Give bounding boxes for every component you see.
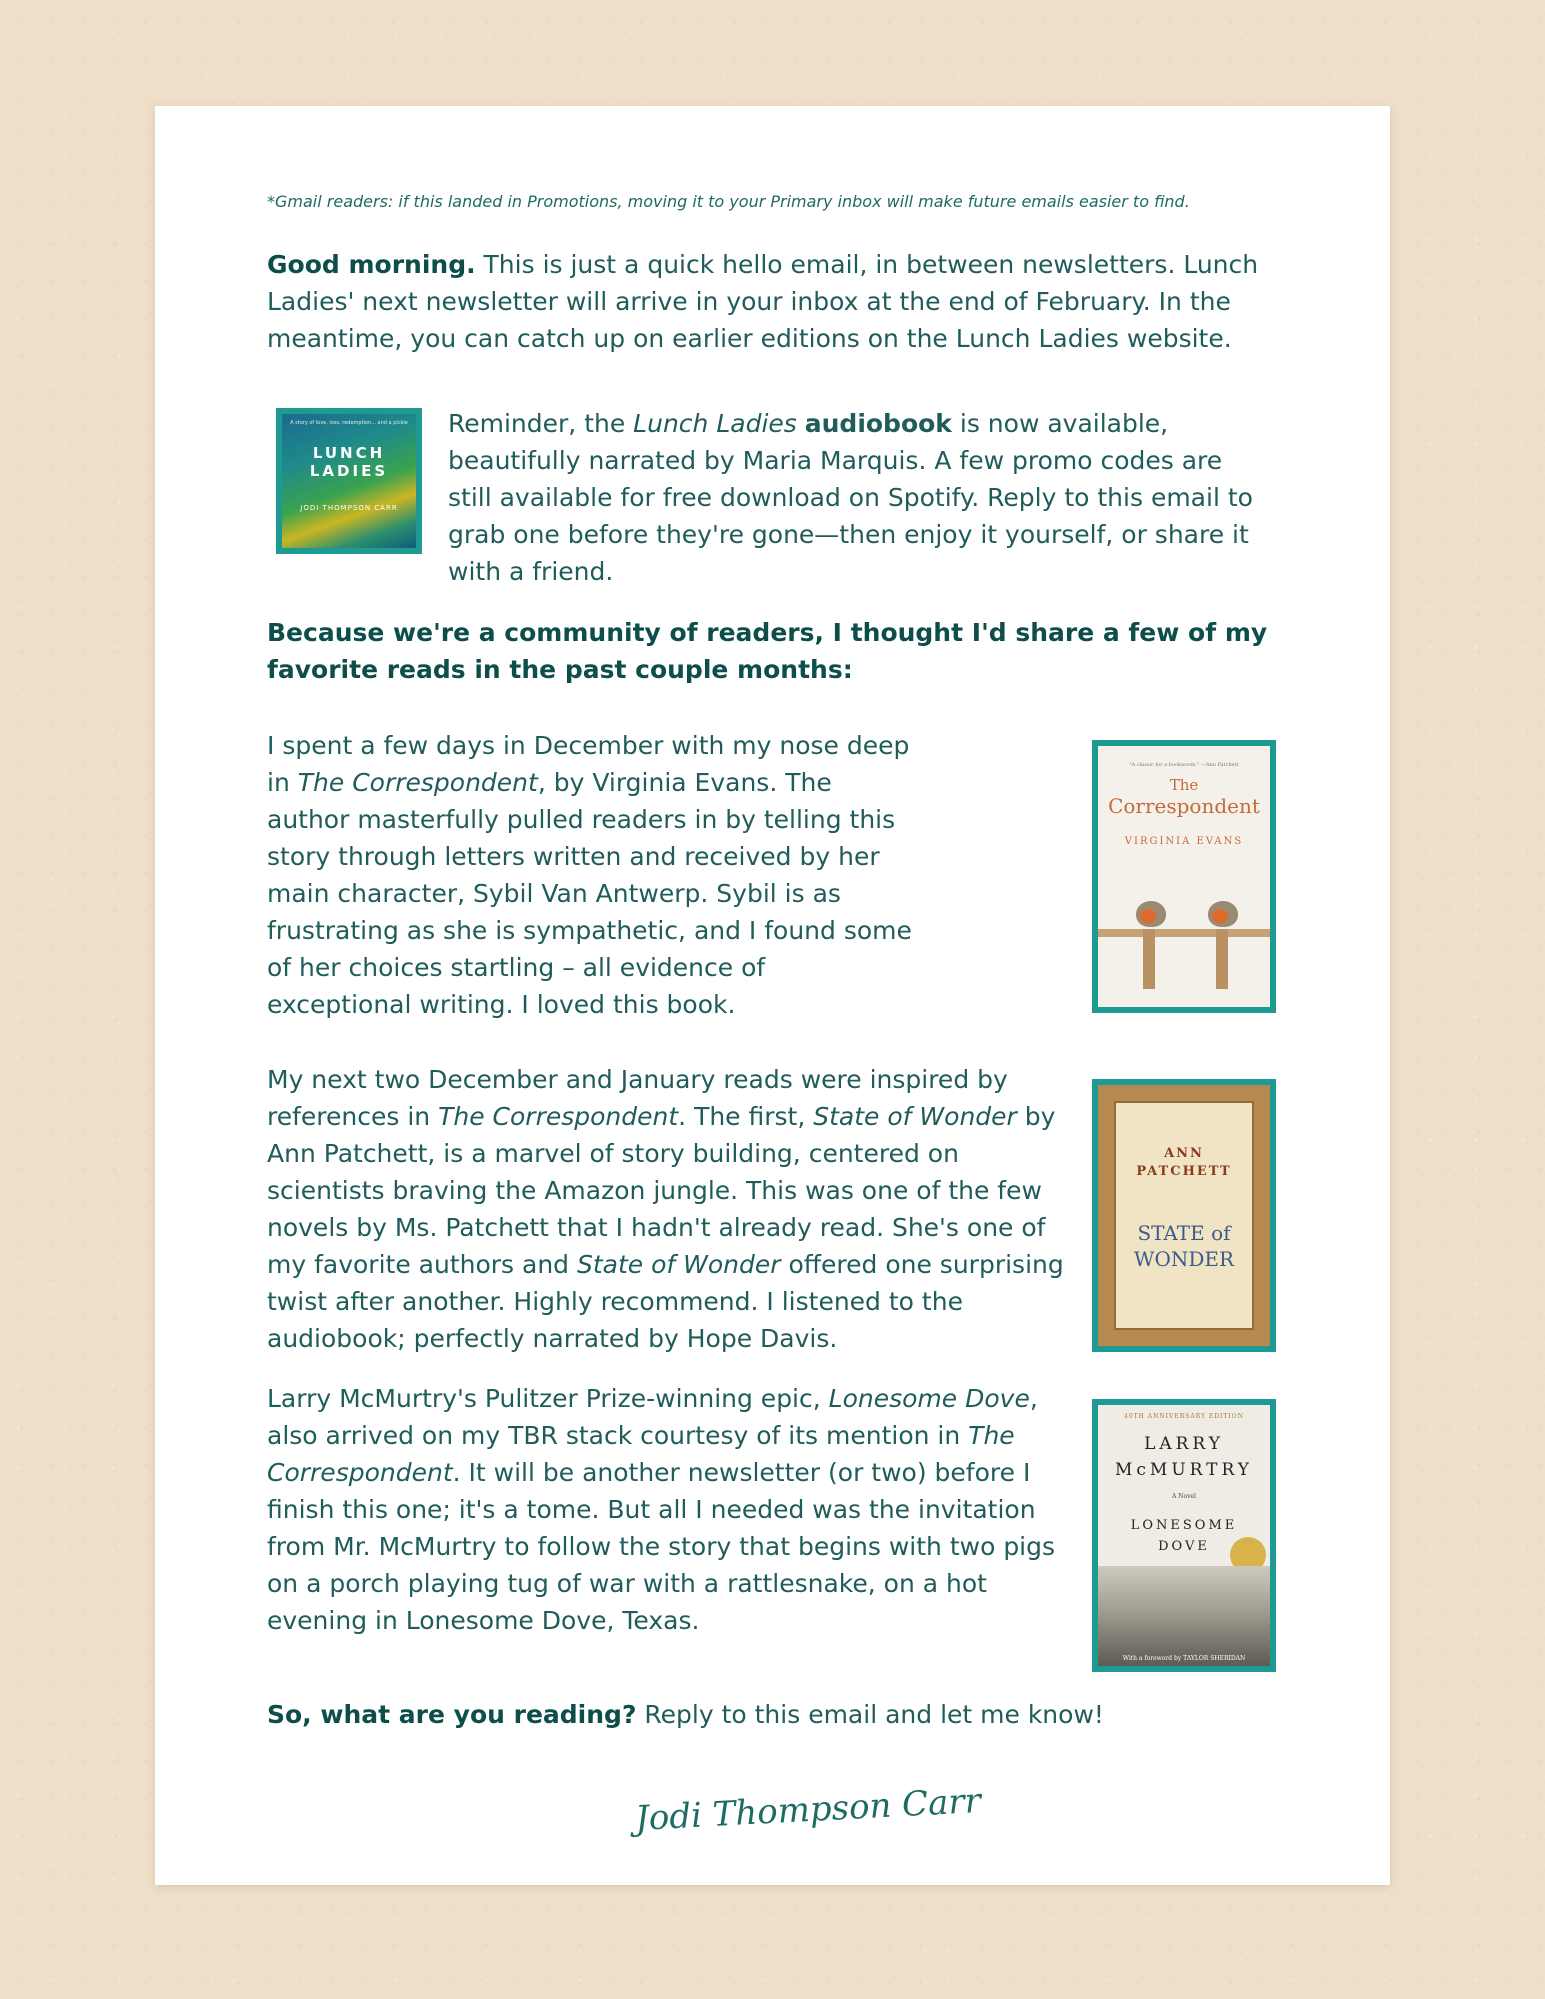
correspondent-cover-title: Correspondent xyxy=(1108,794,1260,818)
dove-cover-author: LARRY McMURTRY xyxy=(1114,1434,1253,1480)
favorites-heading: Because we're a community of readers, I thought I'd share a few of my favorite reads in the past couple months: xyxy=(267,618,1268,684)
closing-paragraph xyxy=(267,1696,1167,1733)
review-state-of-wonder: My next two December and January reads were inspired by references in The Correspondent. The first, State of Wonder by Ann Patchett, is a marvel of story building, centered on scientists braving the Amazon jungle. This was one of the few novels by Ms. Patchett that I hadn't already read. She's one of my favorite authors and State of Wonder offered one surprising twist after another. Highly recommend. I listened to the audiobook; perfectly narrated by Hope Davis. xyxy=(267,1065,1064,1353)
dove-cover-edition: 40TH ANNIVERSARY EDITION xyxy=(1124,1413,1244,1420)
lunch-cover-title: LUNCH LADIES xyxy=(309,444,389,480)
email-sheet xyxy=(155,106,1390,1885)
review-correspondent: I spent a few days in December with my nose deep in The Correspondent, by Virginia Evans. The author masterfully pulled readers in by telling this story through letters written and received by her main character, Sybil Van Antwerp. Sybil is as frustrating as she is sympathetic, and I found some of her choices startling – all evidence of exceptional writing. I loved this book. xyxy=(267,731,912,1019)
intro-text: This is just a quick hello email, in between newsletters. Lunch Ladies' next newsletter will arrive in your inbox at the end of February. In the meantime, you can catch up on earlier editions on the Lunch Ladies website. xyxy=(267,250,1259,353)
lunch-cover-tagline: A story of love, loss, redemption... and a pickle xyxy=(290,420,408,426)
robin-icon xyxy=(1136,901,1166,927)
intro-lead: Good morning. xyxy=(267,250,476,279)
state-cover-author: ANN PATCHETT xyxy=(1136,1146,1232,1179)
lonesome-dove-cover xyxy=(1092,1399,1276,1672)
dove-cover-foreword: With a foreword by TAYLOR SHERIDAN xyxy=(1122,1655,1246,1662)
dove-cover-novel: A Novel xyxy=(1172,1493,1196,1500)
closing-text: Reply to this email and let me know! xyxy=(636,1700,1104,1729)
dove-cover-title: LONESOME DOVE xyxy=(1130,1518,1238,1554)
correspondent-cover-author: VIRGINIA EVANS xyxy=(1124,836,1244,847)
correspondent-cover-quote: "A classic for a bookworm." —Ann Patchett xyxy=(1129,762,1239,768)
closing-lead: So, what are you reading? xyxy=(267,1700,637,1729)
correspondent-cover xyxy=(1092,740,1276,1013)
lunch-cover-author: JODI THOMPSON CARR xyxy=(300,504,398,512)
state-cover-title: STATE of WONDER xyxy=(1133,1221,1235,1271)
intro-paragraph xyxy=(267,246,1307,357)
cowboys-photo xyxy=(1098,1566,1270,1666)
fence-rail xyxy=(1098,929,1270,937)
signature: Jodi Thompson Carr xyxy=(634,1780,982,1840)
audiobook-paragraph: Reminder, the Lunch Ladies audiobook is now available, beautifully narrated by Maria Marquis. A few promo codes are still available for free download on Spotify. Reply to this email to grab one before they're gone—then enjoy it yourself, or share it with a friend. xyxy=(448,409,1253,586)
fence-post xyxy=(1216,929,1228,989)
state-of-wonder-cover xyxy=(1092,1079,1276,1352)
state-cover-frame xyxy=(1114,1101,1254,1330)
robin-icon xyxy=(1208,901,1238,927)
lunch-ladies-cover xyxy=(276,408,422,554)
audiobook-title: Lunch Ladies xyxy=(633,409,797,438)
correspondent-cover-the: The xyxy=(1169,776,1199,794)
review-lonesome-dove: Larry McMurtry's Pulitzer Prize-winning epic, Lonesome Dove, also arrived on my TBR stack courtesy of its mention in The Correspondent. It will be another newsletter (or two) before I finish this one; it's a tome. But all I needed was the invitation from Mr. McMurtry to follow the story that begins with two pigs on a porch playing tug of war with a rattlesnake, on a hot evening in Lonesome Dove, Texas. xyxy=(267,1384,1056,1635)
fence-post xyxy=(1143,929,1155,989)
audiobook-bold: audiobook xyxy=(804,409,952,438)
gmail-note: *Gmail readers: if this landed in Promotions, moving it to your Primary inbox will make future emails easier to find. xyxy=(267,192,1190,211)
